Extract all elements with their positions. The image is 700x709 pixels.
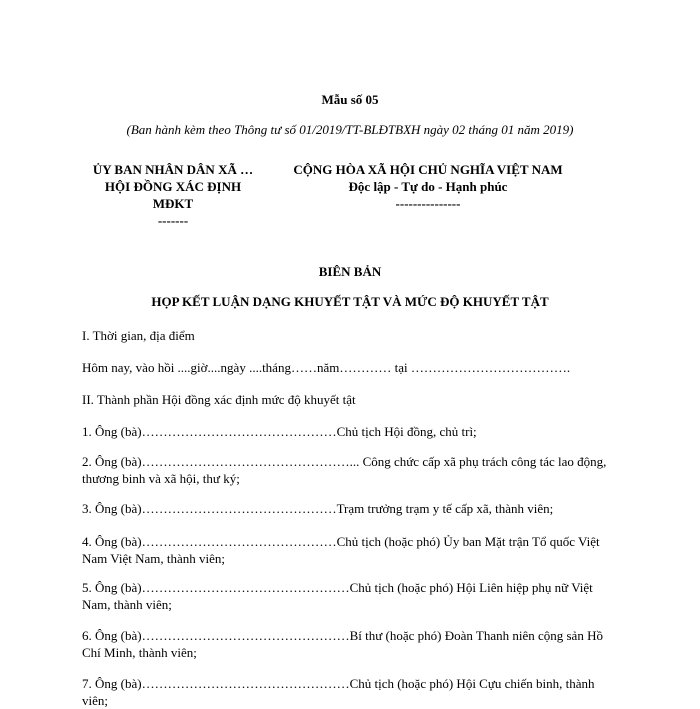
- section-2-heading: II. Thành phần Hội đồng xác định mức độ khuyết tật: [82, 392, 356, 407]
- agency-line-3: MĐKT: [152, 196, 194, 211]
- issued-by-note: (Ban hành kèm theo Thông tư số 01/2019/TT-BLĐTBXH ngày 02 tháng 01 năm 2019): [126, 122, 574, 137]
- country-name: CỘNG HÒA XÃ HỘI CHỦ NGHĨA VIỆT NAM: [293, 162, 563, 177]
- agency-divider: -------: [157, 213, 189, 228]
- section-1-text: Hôm nay, vào hồi ....giờ....ngày ....tháng……năm………… tại ……………………………….: [82, 360, 571, 375]
- form-number: Mẫu số 05: [321, 92, 379, 107]
- motto-divider: ---------------: [395, 196, 461, 211]
- document-subtitle: HỌP KẾT LUẬN DẠNG KHUYẾT TẬT VÀ MỨC ĐỘ KHUYẾT TẬT: [151, 294, 549, 309]
- document-title: BIÊN BẢN: [318, 264, 382, 279]
- member-item-3: 3. Ông (bà)………………………………………Trạm trưởng trạm y tế cấp xã, thành viên;: [82, 501, 554, 516]
- member-item-6: 6. Ông (bà)…………………………………………Bí thư (hoặc phó) Đoàn Thanh niên cộng sản Hồ Chí Minh, thành viên;: [82, 628, 603, 660]
- motto: Độc lập - Tự do - Hạnh phúc: [348, 179, 508, 194]
- member-item-2: 2. Ông (bà)…………………………………………... Công chức cấp xã phụ trách công tác lao động, thương binh và xã hội, thư ký;: [82, 454, 607, 486]
- agency-line-2: HỘI ĐỒNG XÁC ĐỊNH: [104, 179, 242, 194]
- member-item-4: 4. Ông (bà)………………………………………Chủ tịch (hoặc phó) Ủy ban Mặt trận Tổ quốc Việt Nam Việt Nam, thành viên;: [82, 534, 600, 566]
- member-item-1: 1. Ông (bà)………………………………………Chủ tịch Hội đồng, chủ trì;: [82, 424, 477, 439]
- section-1-heading: I. Thời gian, địa điểm: [82, 328, 195, 343]
- national-motto-block: [278, 161, 578, 212]
- member-item-7: 7. Ông (bà)…………………………………………Chủ tịch (hoặc phó) Hội Cựu chiến binh, thành viên;: [82, 676, 595, 708]
- issuing-agency-block: [78, 161, 268, 229]
- member-item-5: 5. Ông (bà)…………………………………………Chủ tịch (hoặc phó) Hội Liên hiệp phụ nữ Việt Nam, thành viên;: [82, 580, 593, 612]
- agency-line-1: ỦY BAN NHÂN DÂN XÃ …: [92, 162, 254, 177]
